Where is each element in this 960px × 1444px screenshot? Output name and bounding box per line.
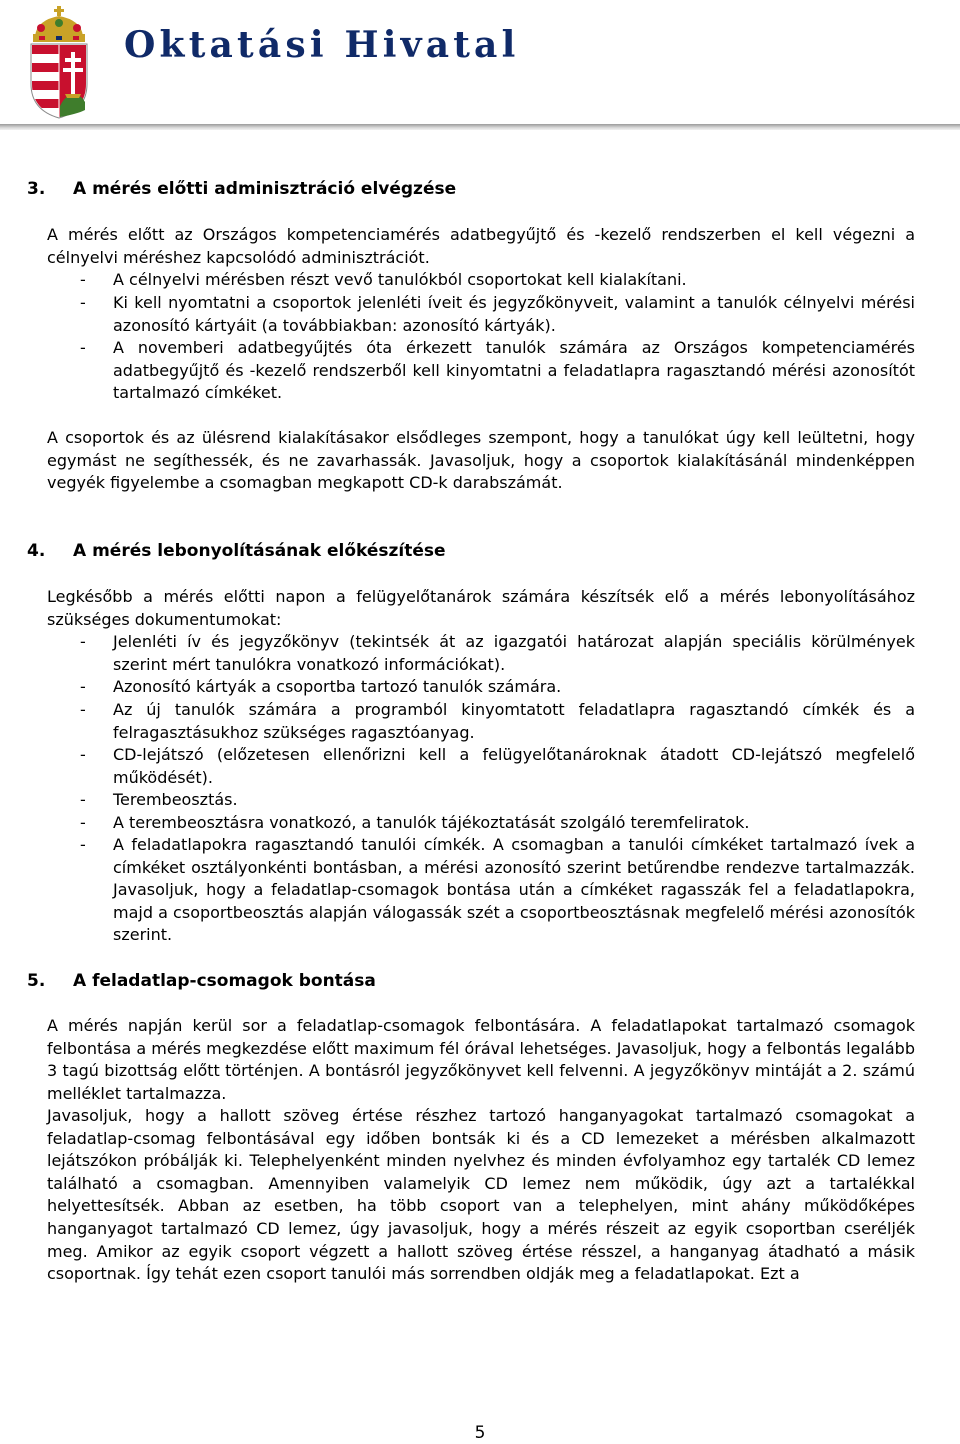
list-item [80,337,915,405]
paragraph: A mérés napján kerül sor a feladatlap-csomagok felbontására. A feladatlapokat tartalmazó csomagok felbontása a mérés megkezdése előtt maximum fél órával lehetséges. Javasoljuk, hogy a felbontás legalább 3 tagú bizottság előtt történjen. A bontásról jegyzőkönyvet kell felvenni. A jegyzőkönyv mintáját a 2. számú melléklet tartalmazza. [47,1016,915,1103]
list-item [80,631,915,676]
list-item-text: CD-lejátszó (előzetesen ellenőrizni kell a felügyelőtanároknak átadott CD-lejátszó megfelelő működését). [113,745,915,787]
list-item-text: Az új tanulók számára a programból kinyomtatott feladatlapra ragasztandó címkék és a felragasztásukhoz szükséges ragasztóanyag. [113,700,915,742]
paragraph: A mérés előtt az Országos kompetenciamérés adatbegyűjtő és -kezelő rendszerben el kell végezni a célnyelvi méréshez kapcsolódó adminisztrációt. [47,225,915,267]
section-number: 5. [27,971,46,991]
section-heading [27,540,446,562]
list-item-text: A célnyelvi mérésben részt vevő tanulókból csoportokat kell kialakítani. [113,270,687,289]
list-item-text: Terembeosztás. [113,790,238,809]
list-marker: - [80,293,86,312]
section-number: 4. [27,541,46,561]
list-marker: - [80,835,86,854]
list-item-text: Jelenléti ív és jegyzőkönyv (tekintsék át az igazgatói határozat alapján speciális körülmények szerint mért tanulókra vonatkozó információkat). [113,632,915,674]
section-heading [27,178,456,200]
section-title: A mérés előtti adminisztráció elvégzése [73,179,457,199]
page-number: 5 [474,1423,486,1443]
list-item-text: A feladatlapokra ragasztandó tanulói címkék. A csomagban a tanulói címkéket tartalmazó ívek a címkéket osztályonkénti bontásban, a mérési azonosító szerint betűrendbe rendezve tartalmazzák. Javasoljuk, hogy a feladatlap-csomagok bontása után a címkéket ragasszák fel a feladatlapokra, majd a csoportbeosztás alapján válogassák szét a csoportbeosztásnak megfelelő mérési azonosítók szerint. [113,835,915,945]
organization-name: Oktatási Hivatal [124,24,520,66]
list-item-text: A novemberi adatbegyűjtés óta érkezett tanulók számára az Országos kompetenciamérés adatbegyűjtő és -kezelő rendszerből kell kinyomtatni a feladatlapra ragasztandó mérési azonosítót tartalmazó címkéket. [113,338,915,403]
list-marker: - [80,677,86,696]
list-marker: - [80,813,86,832]
list-item-text: Ki kell nyomtatni a csoportok jelenléti íveit és jegyzőkönyveit, valamint a tanulók célnyelvi mérési azonosító kártyáit (a továbbiakban: azonosító kártyák). [113,293,915,335]
list-item [80,789,915,812]
section-title: A mérés lebonyolításának előkészítése [73,541,446,561]
paragraph: Legkésőbb a mérés előtti napon a felügyelőtanárok számára készítsék elő a mérés lebonyolításához szükséges dokumentumokat: [47,587,915,629]
list-marker: - [80,700,86,719]
list-item [80,834,915,947]
list-item [80,699,915,744]
list-item [80,269,915,292]
list-item [80,292,915,337]
list-marker: - [80,790,86,809]
section-title: A feladatlap-csomagok bontása [73,971,376,991]
list-item [80,744,915,789]
paragraph: A csoportok és az ülésrend kialakításakor elsődleges szempont, hogy a tanulókat úgy kell leültetni, hogy egymást ne segíthessék, és ne zavarhassák. Javasoljuk, hogy a csoportok kialakításánál mindenképpen vegyék figyelembe a csomagban megkapott CD-k darabszámát. [47,428,915,493]
list-marker: - [80,632,86,651]
section-heading [27,970,376,992]
list-item [80,812,915,835]
section-number: 3. [27,179,46,199]
hungarian-coat-of-arms-icon [27,6,91,120]
list-item-text: Azonosító kártyák a csoportba tartozó tanulók számára. [113,677,562,696]
list-marker: - [80,270,86,289]
list-item-text: A terembeosztásra vonatkozó, a tanulók tájékoztatását szolgáló teremfeliratok. [113,813,750,832]
header-divider [0,124,960,130]
list-item [80,676,915,699]
paragraph: Javasoljuk, hogy a hallott szöveg értése részhez tartozó hanganyagokat tartalmazó csomagokat a feladatlap-csomag felbontásával egy időben bontsák ki és a CD lemezeket a mérésben alkalmazott lejátszókon próbálják ki. Telephelyenként minden nyelvhez és minden évfolyamhoz egy tartalék CD lemez található a csomagban. Amennyiben valamelyik CD lemez nem működik, úgy azt a tartalékkal helyettesítsék. Abban az esetben, ha több csoport van a telephelyen, mint ahány működőképes hanganyagot tartalmazó CD lemez, úgy javasoljuk, hogy a mérés részeit az egyik csoportban cseréljék meg. Amikor az egyik csoport végzett a hallott szöveg értése résszel, a hanganyag átadható a másik csoportnak. Így tehát ezen csoport tanulói más sorrendben oldják meg a feladatlapokat. Ezt a [47,1106,915,1284]
list-marker: - [80,338,86,357]
list-marker: - [80,745,86,764]
page-header [0,0,960,140]
